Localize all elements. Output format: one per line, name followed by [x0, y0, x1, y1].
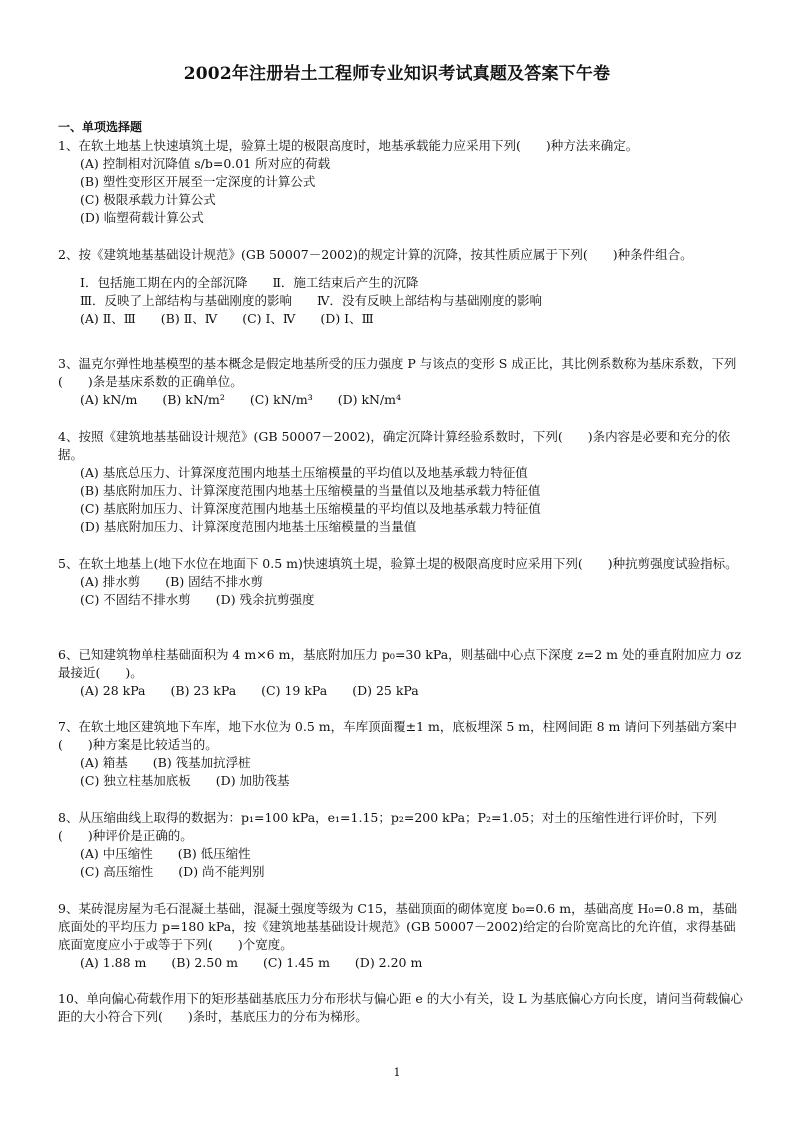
options-line: (A) kN/m (B) kN/m² (C) kN/m³ (D) kN/m⁴ — [80, 392, 402, 407]
question-4 — [58, 428, 748, 536]
options-line: (C) 独立柱基加底板 (D) 加肋筏基 — [80, 773, 290, 788]
question-stem: 8、从压缩曲线上取得的数据为：p₁=100 kPa，e₁=1.15；p₂=200 kPa；P₂=1.05；对土的压缩性进行评价时，下列( )种评价是正确的。 — [58, 810, 717, 843]
question-9 — [58, 900, 748, 972]
question-stem: 4、按照《建筑地基基础设计规范》(GB 50007－2002)，确定沉降计算经验系数时，下列( )条内容是必要和充分的依据。 — [58, 429, 731, 462]
question-5 — [58, 555, 748, 609]
question-6 — [58, 646, 748, 700]
options-line: (A) 1.88 m (B) 2.50 m (C) 1.45 m (D) 2.20 m — [80, 955, 423, 970]
question-8 — [58, 809, 748, 881]
option-c: (C) 极限承载力计算公式 — [80, 192, 216, 207]
question-stem: 1、在软土地基上快速填筑土堤，验算土堤的极限高度时，地基承载能力应采用下列( )种方法来确定。 — [58, 138, 639, 153]
options-line: (A) 中压缩性 (B) 低压缩性 — [80, 846, 251, 861]
question-stem: 6、已知建筑物单柱基础面积为 4 m×6 m，基底附加压力 p₀=30 kPa，则基础中心点下深度 z=2 m 处的垂直附加应力 σz 最接近( )。 — [58, 647, 742, 680]
question-stem: 9、某砖混房屋为毛石混凝土基础，混凝土强度等级为 C15，基础顶面的砌体宽度 b₀=0.6 m，基础高度 H₀=0.8 m，基础底面处的平均压力 p=180 kPa，按《建筑地基基础设计规范》(GB 50007－2002)给定的台阶宽高比的允许值，求得基础底面宽度应小于或等于下列( )个宽度。 — [58, 901, 738, 952]
statement-line: Ⅰ．包括施工期在内的全部沉降 Ⅱ．施工结束后产生的沉降 — [80, 275, 419, 290]
options-line: (C) 不固结不排水剪 (D) 残余抗剪强度 — [80, 592, 315, 607]
option-d: (D) 临塑荷载计算公式 — [80, 210, 204, 225]
question-stem: 2、按《建筑地基基础设计规范》(GB 50007－2002)的规定计算的沉降，按其性质应属于下列( )种条件组合。 — [58, 247, 693, 262]
options-line: (A) Ⅱ、Ⅲ (B) Ⅱ、Ⅳ (C) Ⅰ、Ⅳ (D) Ⅰ、Ⅲ — [80, 311, 374, 326]
option-b: (B) 塑性变形区开展至一定深度的计算公式 — [80, 174, 316, 189]
options-line: (C) 高压缩性 (D) 尚不能判别 — [80, 864, 265, 879]
page-title: 2002年注册岩土工程师专业知识考试真题及答案下午卷 — [183, 64, 611, 84]
question-3 — [58, 355, 748, 409]
option-d: (D) 基底附加压力、计算深度范围内地基土压缩模量的当量值 — [80, 519, 417, 534]
options-line: (A) 箱基 (B) 筏基加抗浮桩 — [80, 755, 251, 770]
question-stem: 7、在软土地区建筑地下车库，地下水位为 0.5 m，车库顶面覆±1 m，底板埋深 5 m，柱网间距 8 m 请问下列基础方案中( )种方案是比较适当的。 — [58, 719, 737, 752]
question-10 — [58, 990, 748, 1026]
section-heading: 一、单项选择题 — [58, 120, 143, 134]
option-c: (C) 基底附加压力、计算深度范围内地基土压缩模量的平均值以及地基承载力特征值 — [80, 501, 541, 516]
question-7 — [58, 718, 748, 790]
statement-line: Ⅲ．反映了上部结构与基础刚度的影响 Ⅳ．没有反映上部结构与基础刚度的影响 — [80, 293, 543, 308]
question-stem: 3、温克尔弹性地基模型的基本概念是假定地基所受的压力强度 P 与该点的变形 S 成正比，其比例系数称为基床系数，下列( )条是基床系数的正确单位。 — [58, 356, 737, 389]
options-line: (A) 28 kPa (B) 23 kPa (C) 19 kPa (D) 25 kPa — [80, 683, 419, 698]
question-2 — [58, 246, 748, 328]
option-a: (A) 基底总压力、计算深度范围内地基土压缩模量的平均值以及地基承载力特征值 — [80, 465, 528, 480]
option-a: (A) 控制相对沉降值 s/b=0.01 所对应的荷载 — [80, 156, 331, 171]
question-1 — [58, 137, 748, 227]
options-line: (A) 排水剪 (B) 固结不排水剪 — [80, 574, 264, 589]
question-stem: 10、单向偏心荷载作用下的矩形基础基底压力分布形状与偏心距 e 的大小有关，设 L 为基底偏心方向长度，请问当荷载偏心距的大小符合下列( )条时，基底压力的分布为梯形。 — [58, 991, 743, 1024]
page-number: 1 — [393, 1066, 401, 1079]
question-stem: 5、在软土地基上(地下水位在地面下 0.5 m)快速填筑土堤，验算土堤的极限高度时应采用下列( )种抗剪强度试验指标。 — [58, 556, 738, 571]
option-b: (B) 基底附加压力、计算深度范围内地基土压缩模量的当量值以及地基承载力特征值 — [80, 483, 541, 498]
